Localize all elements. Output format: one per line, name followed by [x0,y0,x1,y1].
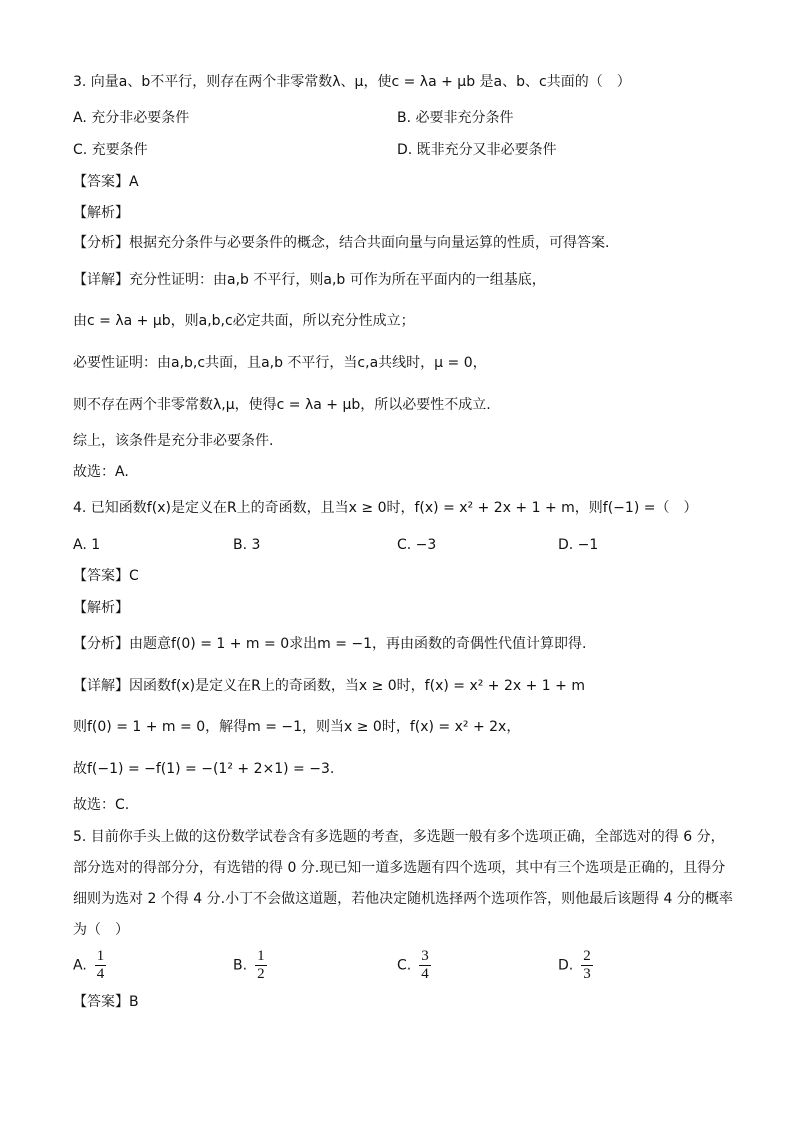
q5-stem-line: 部分选对的得部分分，有选错的得 0 分.现已知一道多选题有四个选项，其中有三个选项是正确的，且得分 [73,860,726,876]
q5-option-b [233,948,267,983]
q3-choice: 故选：A. [73,464,129,480]
q3-detail-line: 由c = λa + μb，则a,b,c必定共面，所以充分性成立； [73,313,415,329]
q4-fenxi: 【分析】由题意f(0) = 1 + m = 0求出m = −1，再由函数的奇偶性代值计算即得. [73,636,587,652]
q4-detail-line: 则f(0) = 1 + m = 0，解得m = −1，则当x ≥ 0时，f(x) = x² + 2x， [73,719,521,735]
numerator: 3 [421,948,429,964]
q4-analysis-title: 【解析】 [73,600,129,616]
q3-detail-line: 综上，该条件是充分非必要条件. [73,433,274,449]
option-label: A. [73,957,87,974]
q5-option-a [73,948,106,983]
q3-option-a: A. 充分非必要条件 [73,110,190,126]
fraction [95,948,107,983]
denominator: 3 [583,966,591,982]
q4-option-b: B. 3 [233,537,261,553]
q5-stem-line: 为（ ） [73,922,129,938]
numerator: 1 [96,948,105,964]
q5-stem-line: 细则为选对 2 个得 4 分.小丁不会做这道题，若他决定随机选择两个选项作答，则他最后该题得 4 分的概率 [73,891,733,907]
q3-fenxi: 【分析】根据充分条件与必要条件的概念，结合共面向量与向量运算的性质，可得答案. [73,235,610,251]
option-label: B. [233,957,248,974]
numerator: 1 [257,948,265,964]
q5-option-c [397,948,431,983]
q5-option-d [558,948,593,983]
q3-stem: 3. 向量a、b不平行，则存在两个非零常数λ、μ，使c = λa + μb 是a、b、c共面的（ ） [73,74,631,90]
fraction [419,948,431,983]
denominator: 2 [257,966,265,982]
q5-stem-line: 5. 目前你手头上做的这份数学试卷含有多选题的考查，多选题一般有多个选项正确，全部选对的得 6 分， [73,829,725,845]
fraction [255,948,267,983]
q3-detail-line: 则不存在两个非零常数λ,μ，使得c = λa + μb，所以必要性不成立. [73,397,491,413]
q3-analysis-title: 【解析】 [73,205,129,221]
q3-option-b: B. 必要非充分条件 [397,110,514,126]
denominator: 4 [96,966,105,982]
q3-option-d: D. 既非充分又非必要条件 [397,142,557,158]
q4-detail-line: 【详解】因函数f(x)是定义在R上的奇函数，当x ≥ 0时，f(x) = x² + 2x + 1 + m [73,678,585,694]
q5-answer: 【答案】B [73,994,139,1010]
q4-stem: 4. 已知函数f(x)是定义在R上的奇函数，且当x ≥ 0时，f(x) = x² + 2x + 1 + m，则f(−1) =（ ） [73,500,698,516]
option-label: D. [558,957,574,974]
q3-detail-line: 【详解】充分性证明：由a,b 不平行，则a,b 可作为所在平面内的一组基底， [73,272,546,288]
q4-option-a: A. 1 [73,537,101,553]
numerator: 2 [583,948,591,964]
denominator: 4 [421,966,429,982]
q4-choice: 故选：C. [73,797,130,813]
q4-detail-line: 故f(−1) = −f(1) = −(1² + 2×1) = −3. [73,761,335,777]
q3-option-c: C. 充要条件 [73,142,148,158]
q4-answer: 【答案】C [73,568,139,584]
option-label: C. [397,957,412,974]
q3-answer: 【答案】A [73,174,139,190]
q4-option-c: C. −3 [397,537,437,553]
fraction [581,948,593,983]
q3-detail-line: 必要性证明：由a,b,c共面，且a,b 不平行，当c,a共线时，μ = 0， [73,355,487,371]
q4-option-d: D. −1 [558,537,599,553]
